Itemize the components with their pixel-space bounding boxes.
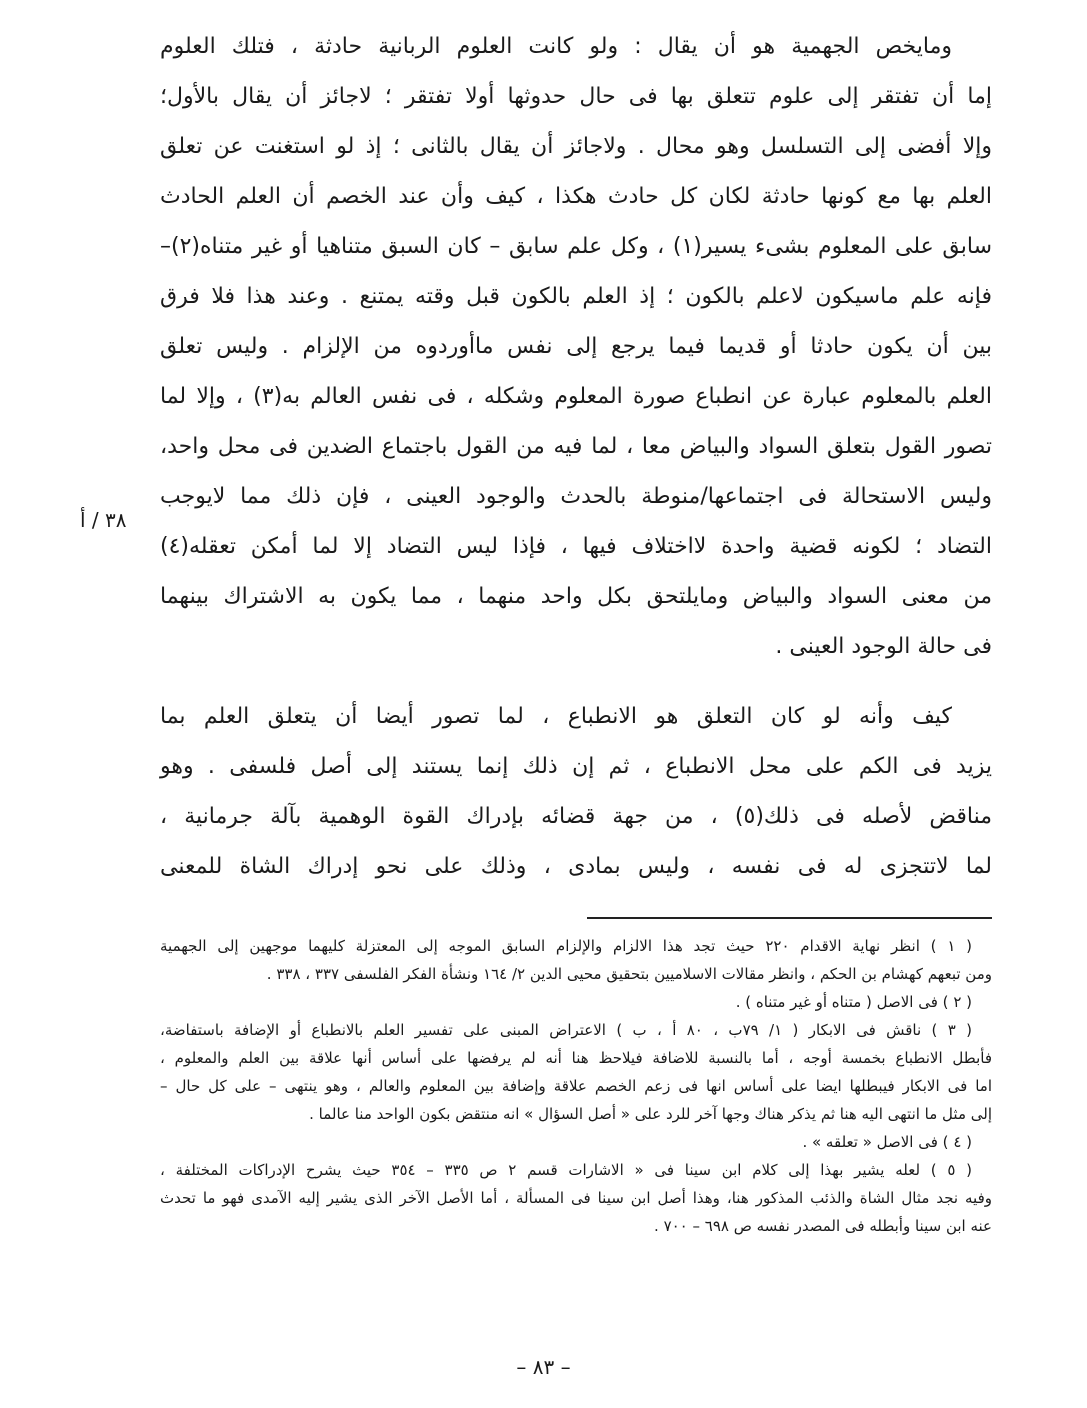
text-line: تصور القول بتعلق السواد والبياض معا ، لما فيه من القول باجتماع الضدين فى محل واحد،: [160, 434, 992, 459]
text-line: بين أن يكون حادثا أو قديما فيما يرجع إلى نفس ماأوردوه من الإلزام . وليس تعلق: [160, 334, 992, 359]
text-line: فإنه علم ماسيكون لاعلم بالكون ؛ إذ العلم بالكون قبل وقته يمتنع . وعند هذا فلا فرق: [160, 284, 992, 309]
footnote-line: ( ٥ ) لعله يشير بهذا إلى كلام ابن سينا فى « الاشارات قسم ٢ ص ٣٣٥ – ٣٥٤ حيث يشرح الإدراكات المختلفة ،: [160, 1161, 972, 1179]
footnote-line: ( ٢ ) فى الاصل ( متناه أو غير متناه ) .: [735, 993, 972, 1011]
text-line: كيف وأنه لو كان التعلق هو الانطباع ، لما تصور أيضا أن يتعلق العلم بما: [160, 704, 952, 729]
text-line: وليس الاستحالة فى اجتماعها/منوطة بالحدث والوجود العينى ، فإن ذلك مما لايوجب: [160, 484, 992, 509]
footnotes: [160, 932, 992, 1240]
footnote-line: فأبطل الانطباع بخمسة أوجه ، أما بالنسبة للاضافة فيلاحظ هنا أنه لم يرفضها على أساس أنها علاقة بين العلم والمعلوم ،: [160, 1049, 992, 1067]
main-text: [160, 22, 992, 892]
footnote-line: ( ٤ ) فى الاصل « تعلقه » .: [802, 1133, 972, 1151]
text-line: لما لاتتجزى له فى نفسه ، وليس بمادى ، وذلك على نحو إدراك الشاة للمعنى: [160, 854, 992, 879]
text-line: التضاد ؛ لكونه قضية واحدة لااختلاف فيها ، فإذا ليس التضاد إلا لما أمكن تعقله(٤): [160, 534, 992, 559]
footnote-line: اما فى الابكار فيبطلها ايضا على أساس انها فى زعم الخصم علاقة وإضافة بين المعلوم والعالم ، وهو ينتهى – على كل حال –: [160, 1077, 992, 1095]
text-line: العلم بالمعلوم عبارة عن انطباع صورة المعلوم وشكله ، فى نفس العالم به(٣) ، وإلا لما: [160, 384, 992, 409]
footnote-line: وفيه نجد مثال الشاة والذئب المذكور هنا، وهذا أصل ابن سينا فى المسألة ، أما الأصل الآخر الذى يشير إليه الآمدى فهو ما تحدث: [160, 1189, 992, 1207]
text-line: إما أن تفتقر إلى علوم تتعلق بها فى حال حدوثها أولا تفتقر ؛ لاجائز أن يقال بالأول؛: [160, 84, 992, 109]
text-line: وإلا أفضى إلى التسلسل وهو محال . ولاجائز أن يقال بالثانى ؛ إذ لو استغنت عن تعلق: [160, 134, 992, 159]
text-line: فى حالة الوجود العينى .: [775, 634, 992, 659]
footnote-line: إلى مثل ما انتهى اليه هنا ثم يذكر هناك وجها آخر للرد على « أصل السؤال » انه منتقض بكون الواحد منا عالما .: [309, 1105, 992, 1123]
text-line: العلم بها مع كونها حادثة لكان كل حادث هكذا ، كيف وأن عند الخصم أن العلم الحادث: [160, 184, 992, 209]
paragraph-gap: [160, 672, 992, 692]
footnote-line: عنه ابن سينا وأبطله فى المصدر نفسه ص ٦٩٨ – ٧٠٠ .: [654, 1217, 992, 1235]
margin-folio-reference: ٣٨ / أ: [80, 508, 127, 532]
text-line: يزيد فى الكم على محل الانطباع ، ثم إن ذلك إنما يستند إلى أصل فلسفى . وهو: [160, 754, 992, 779]
text-line: ومايخص الجهمية هو أن يقال : ولو كانت العلوم الربانية حادثة ، فتلك العلوم: [160, 34, 952, 59]
text-line: سابق على المعلوم بشىء يسير(١) ، وكل علم سابق – كان السبق متناهيا أو غير متناه(٢)–: [160, 234, 992, 259]
footnote-line: ( ٣ ) ناقش فى الابكار ( ١/ ٧٩ب ، ٨٠ أ ، ب ) الاعتراض المبنى على تفسير العلم بالانطباع أو الإضافة باستفاضة،: [160, 1021, 973, 1039]
text-line: من معنى السواد والبياض ومايلتحق بكل واحد منهما ، مما يكون به الاشتراك بينهما: [160, 584, 992, 609]
footnote-line: ( ١ ) انظر نهاية الاقدام ٢٢٠ حيث تجد هذا الالزام والإلزام السابق الموجه إلى المعتزلة كليهما موجهين إلى الجهمية: [160, 937, 973, 955]
text-line: مناقض لأصله فى ذلك(٥) ، من جهة قضائه بإدراك القوة الوهمية بآلة جرمانية ،: [160, 804, 993, 829]
footnote-line: ومن تبعهم كهشام بن الحكم ، وانظر مقالات الاسلاميين بتحقيق محيى الدين ٢/ ١٦٤ ونشأة الفكر الفلسفى ٣٣٧ ، ٣٣٨ .: [266, 965, 992, 983]
footnote-separator: [587, 917, 992, 919]
page-number: – ٨٣ –: [516, 1355, 571, 1379]
